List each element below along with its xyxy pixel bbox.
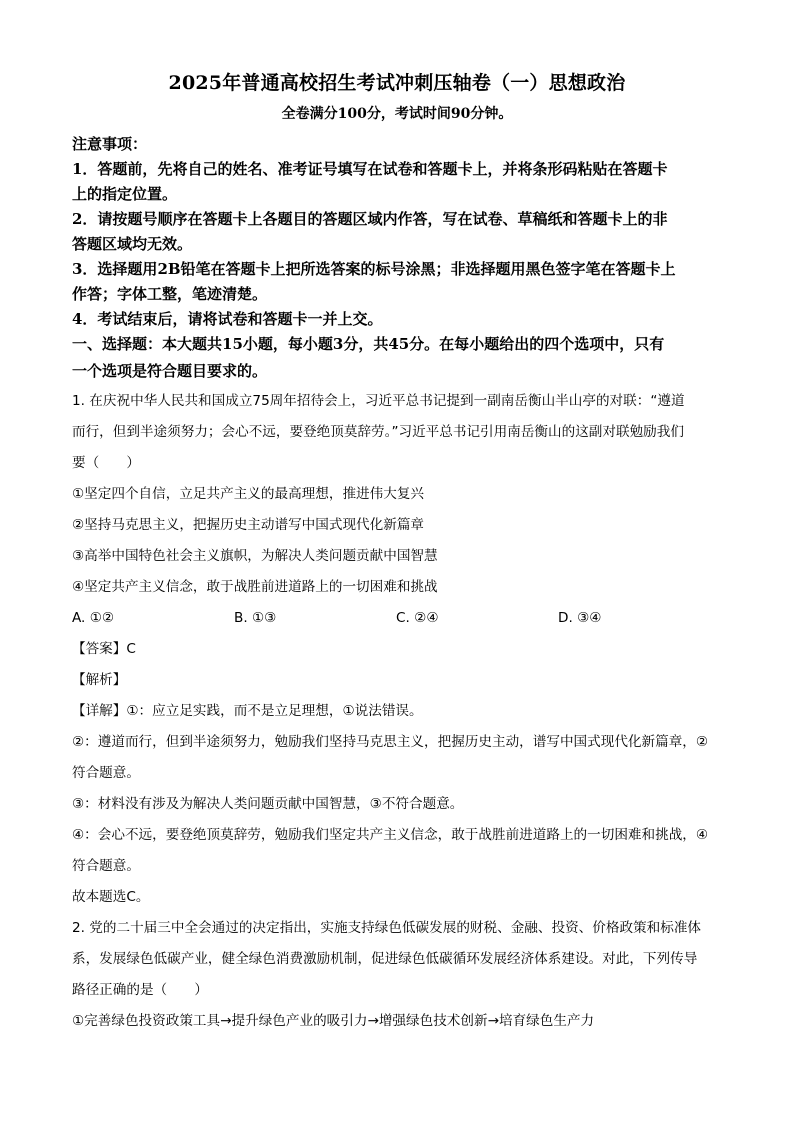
analysis-line: 故本题选C。 — [72, 889, 150, 905]
notes-heading: 注意事项： — [72, 135, 148, 153]
analysis-line: 符合题意。 — [72, 858, 140, 874]
question-1 — [72, 386, 722, 913]
note-line: 上的指定位置。 — [72, 185, 178, 203]
note-line: 1．答题前，先将自己的姓名、准考证号填写在试卷和答题卡上，并将条形码粘贴在答题卡 — [72, 160, 668, 178]
note-line: 4．考试结束后，请将试卷和答题卡一并上交。 — [72, 310, 383, 328]
page-subtitle: 全卷满分100分，考试时间90分钟。 — [281, 106, 513, 122]
notes-block — [72, 132, 722, 332]
section-line: 一个选项是符合题目要求的。 — [72, 362, 268, 380]
question-stem-line: 要（ ） — [72, 455, 140, 471]
analysis-line: ④：会心不远，要登绝顶莫辞劳，勉励我们坚定共产主义信念，敢于战胜前进道路上的一切困难和挑战，④ — [72, 827, 709, 843]
option-b: B. ①③ — [234, 610, 277, 626]
analysis-line: ③：材料没有涉及为解决人类问题贡献中国智慧，③不符合题意。 — [72, 796, 464, 812]
analysis-line: ②：遵道而行，但到半途须努力，勉励我们坚持马克思主义，把握历史主动，谱写中国式现代化新篇章，② — [72, 734, 709, 750]
note-line: 答题区域均无效。 — [72, 235, 193, 253]
question-stem-line: 而行，但到半途须努力；会心不远，要登绝顶莫辞劳。”习近平总书记引用南岳衡山的这副对联勉励我们 — [72, 424, 684, 440]
option-a: A. ①② — [72, 610, 115, 626]
note-line: 作答；字体工整，笔迹清楚。 — [72, 285, 268, 303]
option-c: C. ②④ — [396, 610, 439, 626]
question-stem-line: 系，发展绿色低碳产业，健全绿色消费激励机制，促进绿色低碳循环发展经济体系建设。对此，下列传导 — [72, 951, 698, 967]
question-stem-line: 路径正确的是（ ） — [72, 982, 208, 998]
analysis-line: 符合题意。 — [72, 765, 140, 781]
answer-line: 【答案】C — [72, 641, 136, 657]
statement-item: ①坚定四个自信，立足共产主义的最高理想，推进伟大复兴 — [72, 486, 425, 502]
question-stem-line: 2. 党的二十届三中全会通过的决定指出，实施支持绿色低碳发展的财税、金融、投资、价格政策和标准体 — [72, 920, 702, 936]
answer-options — [72, 603, 722, 634]
statement-item: ①完善绿色投资政策工具→提升绿色产业的吸引力→增强绿色技术创新→培育绿色生产力 — [72, 1013, 595, 1029]
statement-item: ④坚定共产主义信念，敢于战胜前进道路上的一切困难和挑战 — [72, 579, 438, 595]
option-d: D. ③④ — [558, 610, 602, 626]
analysis-line: 【详解】①：应立足实践，而不是立足理想，①说法错误。 — [72, 703, 423, 719]
statement-item: ③高举中国特色社会主义旗帜，为解决人类问题贡献中国智慧 — [72, 548, 438, 564]
analysis-tag: 【解析】 — [72, 672, 127, 688]
question-2 — [72, 913, 722, 1037]
statement-item: ②坚持马克思主义，把握历史主动谱写中国式现代化新篇章 — [72, 517, 425, 533]
question-stem-line: 1. 在庆祝中华人民共和国成立75周年招待会上，习近平总书记提到一副南岳衡山半山亭的对联：“遵道 — [72, 393, 685, 409]
page-title: 2025年普通高校招生考试冲刺压轴卷（一）思想政治 — [168, 72, 626, 94]
section-line: 一、选择题：本大题共15小题，每小题3分，共45分。在每小题给出的四个选项中，只有 — [72, 335, 665, 353]
note-line: 2．请按题号顺序在答题卡上各题目的答题区域内作答，写在试卷、草稿纸和答题卡上的非 — [72, 210, 668, 228]
section-heading — [72, 332, 722, 384]
note-line: 3．选择题用2B铅笔在答题卡上把所选答案的标号涂黑；非选择题用黑色签字笔在答题卡上 — [72, 260, 676, 278]
